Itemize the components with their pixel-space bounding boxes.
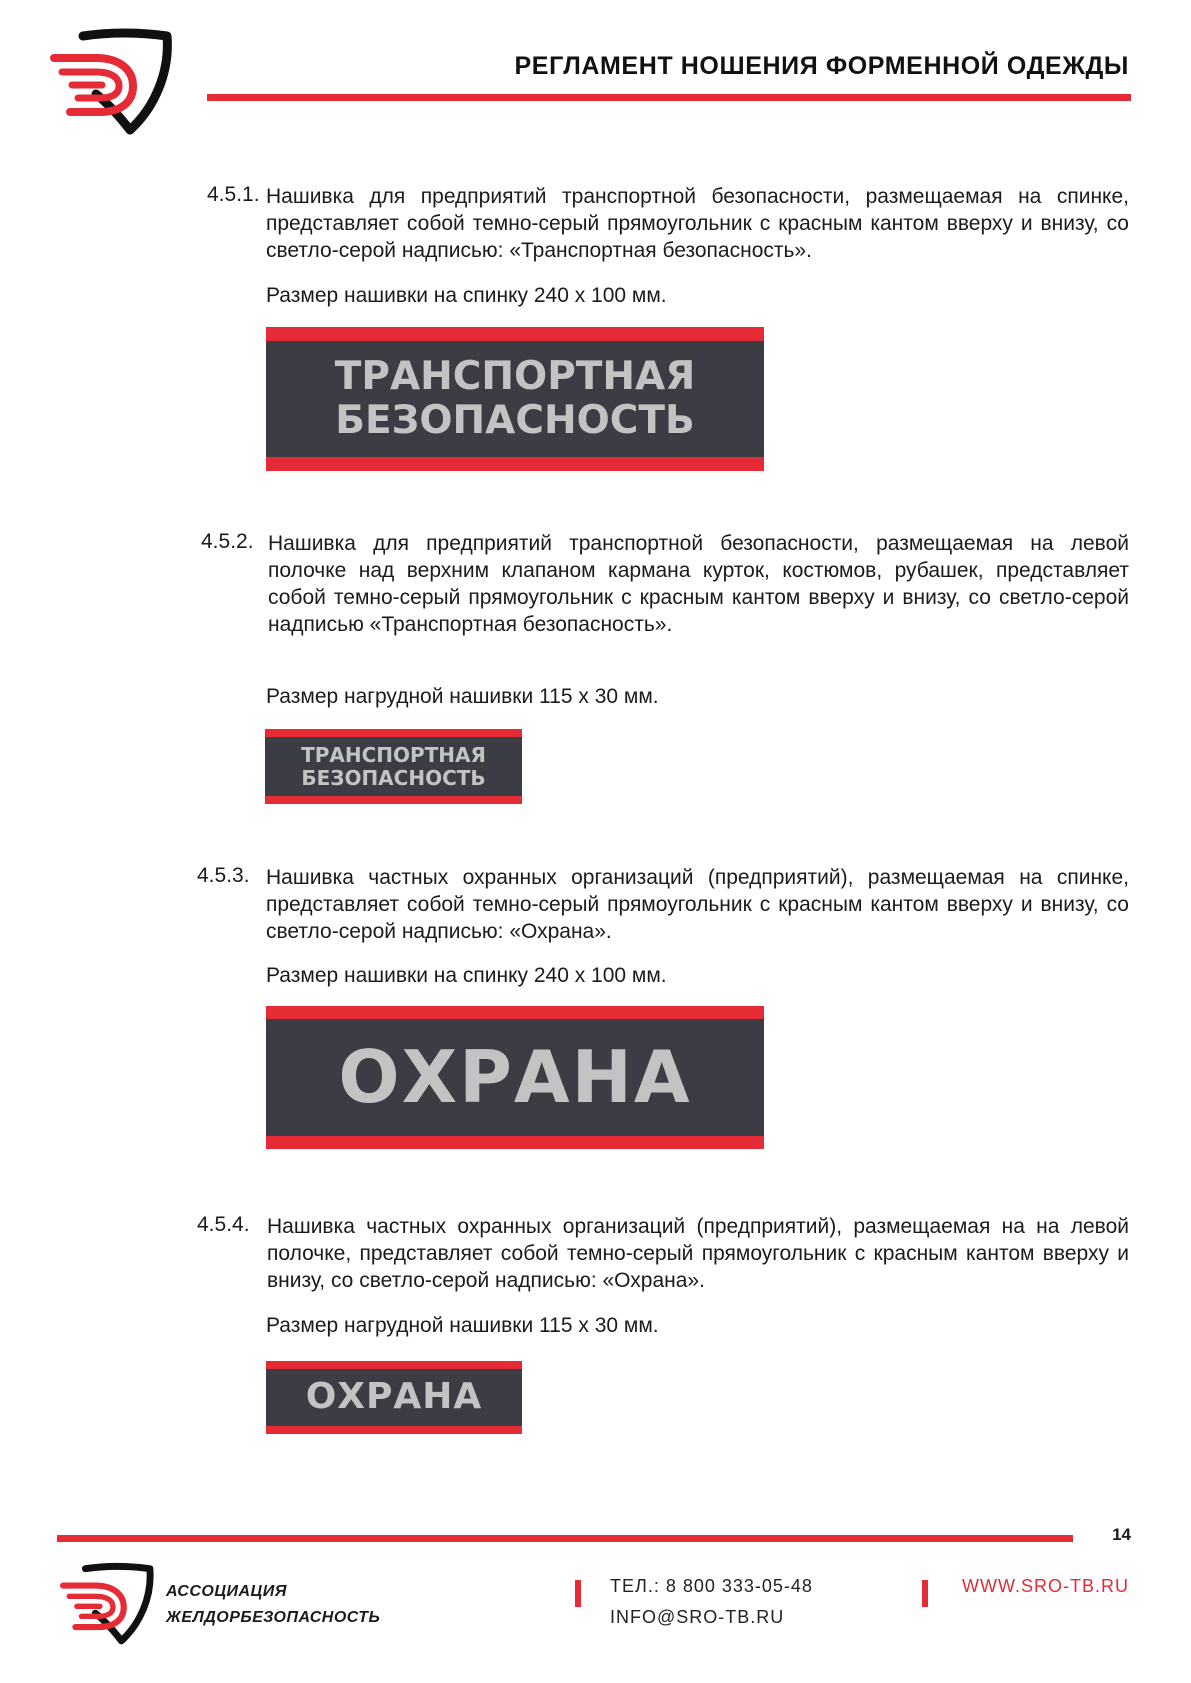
header-divider — [207, 94, 1131, 101]
section-text: Нашивка для предприятий транспортной безопасности, размещаемая на левой полочке над верхним клапаном кармана курток, костюмов, рубашек, представляет собой темно-серый прямоугольник с красным кантом вверху и внизу, со светло-серой надписью «Транспортная безопасность». — [268, 532, 1129, 636]
back-patch-security-guard — [266, 1006, 764, 1149]
document-title: РЕГЛАМЕНТ НОШЕНИЯ ФОРМЕННОЙ ОДЕЖДЫ — [514, 52, 1129, 80]
chest-patch-security-guard — [266, 1361, 522, 1434]
website-divider — [922, 1580, 928, 1607]
section-number: 4.5.1. — [207, 183, 260, 206]
website-link[interactable]: WWW.SRO-TB.RU — [962, 1576, 1129, 1596]
patch-text-line1: ОХРАНА — [338, 1035, 692, 1120]
back-patch-transport-security — [266, 327, 764, 471]
section-number: 4.5.2. — [201, 530, 254, 553]
email-address: INFO@SRO-TB.RU — [610, 1607, 785, 1627]
association-name-line2: ЖЕЛДОРБЕЗОПАСНОСТЬ — [166, 1609, 381, 1626]
size-text: Размер нагрудной нашивки 115 х 30 мм. — [266, 685, 659, 708]
association-name-line1: АССОЦИАЦИЯ — [166, 1583, 287, 1600]
section-number: 4.5.3. — [197, 864, 250, 887]
contact-divider — [575, 1580, 581, 1607]
section-text: Нашивка частных охранных организаций (предприятий), размещаемая на на левой полочке, представляет собой темно-серый прямоугольник с красным кантом вверху и внизу, со светло-серой надписью: «Охрана». — [267, 1215, 1129, 1292]
section-text: Нашивка для предприятий транспортной безопасности, размещаемая на спинке, представляет собой темно-серый прямоугольник с красным кантом вверху и внизу, со светло-серой надписью: «Транспортная безопасность». — [266, 185, 1129, 262]
patch-text-line1: ОХРАНА — [305, 1376, 483, 1418]
phone-number: ТЕЛ.: 8 800 333-05-48 — [610, 1576, 813, 1596]
chest-patch-transport-security — [265, 729, 522, 804]
footer-divider — [57, 1535, 1073, 1542]
size-text: Размер нашивки на спинку 240 х 100 мм. — [266, 964, 667, 987]
section-number: 4.5.4. — [197, 1213, 250, 1236]
shield-logo-icon — [50, 28, 175, 136]
page-number: 14 — [1112, 1525, 1131, 1544]
patch-text-line2: БЕЗОПАСНОСТЬ — [301, 765, 486, 790]
patch-text-line2: БЕЗОПАСНОСТЬ — [335, 398, 695, 443]
shield-logo-icon — [60, 1562, 156, 1646]
patch-text-line1: ТРАНСПОРТНАЯ — [301, 743, 486, 768]
size-text: Размер нагрудной нашивки 115 х 30 мм. — [266, 1314, 659, 1337]
section-text: Нашивка частных охранных организаций (предприятий), размещаемая на спинке, представляет собой темно-серый прямоугольник с красным кантом вверху и внизу, со светло-серой надписью: «Охрана». — [266, 866, 1129, 943]
size-text: Размер нашивки на спинку 240 х 100 мм. — [266, 284, 667, 307]
patch-text-line1: ТРАНСПОРТНАЯ — [334, 354, 696, 400]
